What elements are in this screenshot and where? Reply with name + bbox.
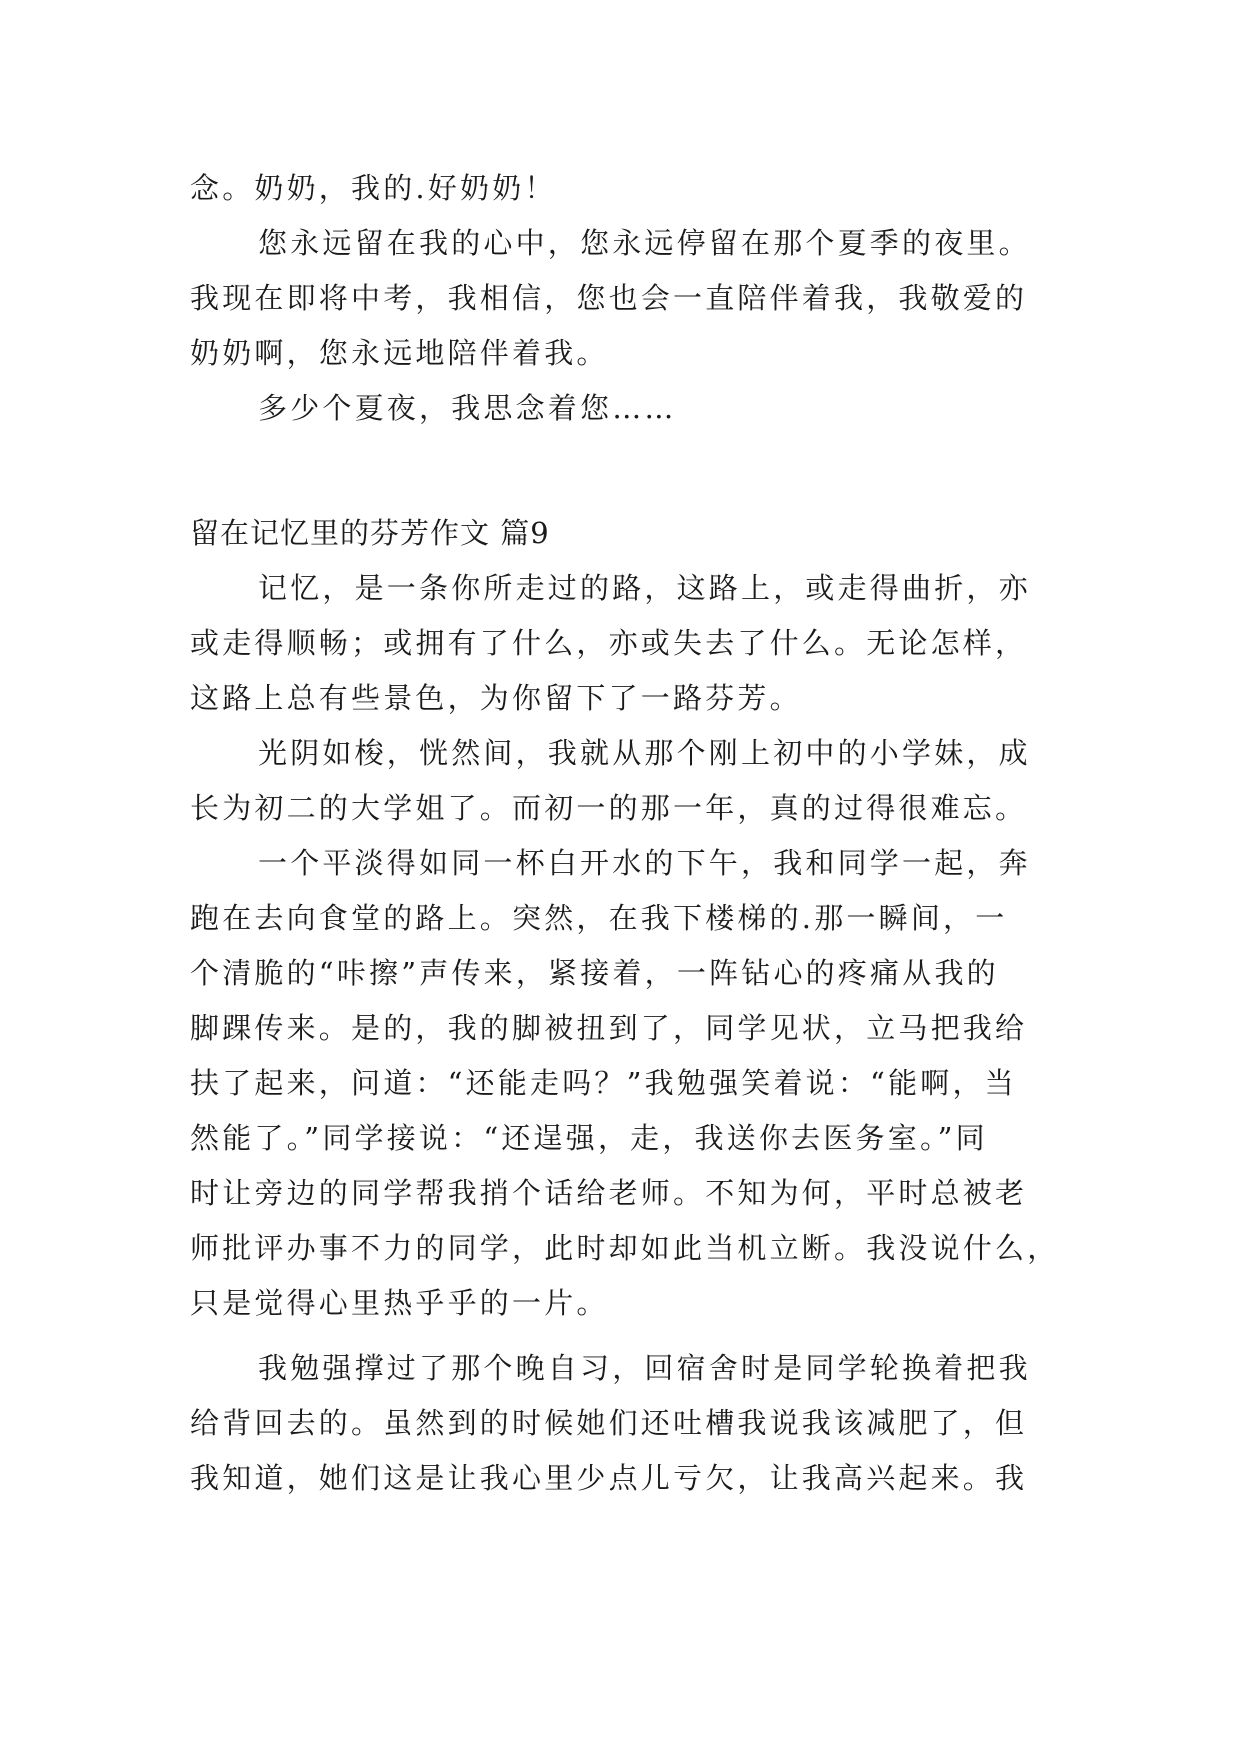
paragraph-line: 我现在即将中考，我相信，您也会一直陪伴着我，我敬爱的 xyxy=(190,281,1028,315)
paragraph-line: 只是觉得心里热乎乎的一片。 xyxy=(190,1286,609,1320)
paragraph-line: 时让旁边的同学帮我捎个话给老师。不知为何，平时总被老 xyxy=(190,1176,1028,1210)
paragraph-line: 您永远留在我的心中，您永远停留在那个夏季的夜里。 xyxy=(258,226,1031,260)
paragraph-line: 师批评办事不力的同学，此时却如此当机立断。我没说什么， xyxy=(190,1231,1060,1265)
paragraph-line: 然能了。”同学接说：“还逞强，走，我送你去医务室。”同 xyxy=(190,1121,988,1155)
paragraph-line: 一个平淡得如同一杯白开水的下午，我和同学一起，奔 xyxy=(258,846,1031,880)
paragraph-line: 我勉强撑过了那个晚自习，回宿舍时是同学轮换着把我 xyxy=(258,1351,1031,1385)
paragraph-line: 光阴如梭，恍然间，我就从那个刚上初中的小学妹，成 xyxy=(258,736,1031,770)
paragraph-line: 给背回去的。虽然到的时候她们还吐槽我说我该减肥了，但 xyxy=(190,1406,1028,1440)
paragraph-line: 跑在去向食堂的路上。突然，在我下楼梯的.那一瞬间，一 xyxy=(190,901,1008,935)
paragraph-line: 多少个夏夜，我思念着您…… xyxy=(258,391,677,425)
paragraph-line: 这路上总有些景色，为你留下了一路芬芳。 xyxy=(190,681,802,715)
paragraph-line: 长为初二的大学姐了。而初一的那一年，真的过得很难忘。 xyxy=(190,791,1028,825)
paragraph-line: 念。奶奶，我的.好奶奶！ xyxy=(190,171,557,205)
paragraph-line: 奶奶啊，您永远地陪伴着我。 xyxy=(190,336,609,370)
paragraph-line: 脚踝传来。是的，我的脚被扭到了，同学见状，立马把我给 xyxy=(190,1011,1028,1045)
section-heading: 留在记忆里的芬芳作文 篇9 xyxy=(190,516,550,550)
paragraph-line: 我知道，她们这是让我心里少点儿亏欠，让我高兴起来。我 xyxy=(190,1461,1028,1495)
paragraph-line: 个清脆的“咔擦”声传来，紧接着，一阵钻心的疼痛从我的 xyxy=(190,956,999,990)
paragraph-line: 记忆，是一条你所走过的路，这路上，或走得曲折，亦 xyxy=(258,571,1031,605)
paragraph-line: 扶了起来，问道：“还能走吗？”我勉强笑着说：“能啊，当 xyxy=(190,1066,1017,1100)
paragraph-line: 或走得顺畅；或拥有了什么，亦或失去了什么。无论怎样， xyxy=(190,626,1028,660)
